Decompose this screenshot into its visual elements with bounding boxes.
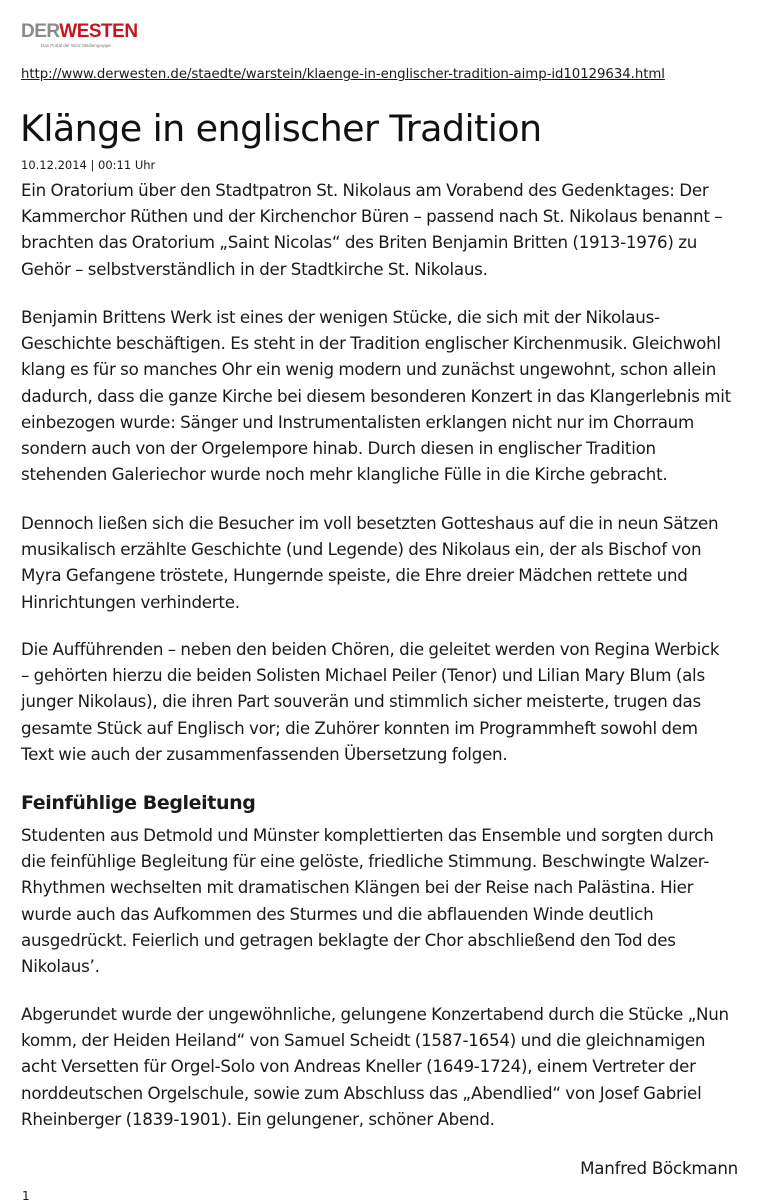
paragraph-line: Benjamin Brittens Werk ist eines der wenigen Stücke, die sich mit der Nikolaus- <box>21 307 660 327</box>
paragraph-line: musikalisch erzählte Geschichte (und Legende) des Nikolaus ein, der als Bischof von <box>21 539 702 560</box>
paragraph-line: klang es für so manches Ohr ein wenig modern und zunächst ungewohnt, schon allein <box>21 359 717 380</box>
article-subheading: Feinfühlige Begleitung <box>21 792 256 814</box>
paragraph-line: Text wie auch der zusammenfassenden Übersetzung folgen. <box>21 743 508 764</box>
paragraph-line: Rhythmen wechselten mit dramatischen Klängen bei der Reise nach Palästina. Hier <box>21 877 694 898</box>
page-number: 1 <box>22 1189 30 1203</box>
paragraph-2 <box>21 304 766 487</box>
paragraph-line: norddeutschen Orgelschule, sowie zum Abschluss das „Abendlied“ von Josef Gabriel <box>21 1082 702 1103</box>
paragraph-line: die feinfühlige Begleitung für eine gelöste, friedliche Stimmung. Beschwingte Walzer- <box>21 851 710 872</box>
paragraph-line: Rheinberger (1839-1901). Ein gelungener, schöner Abend. <box>21 1108 495 1129</box>
paragraph-3 <box>21 510 766 615</box>
article-author: Manfred Böckmann <box>580 1158 738 1178</box>
logo-main: WESTEN <box>59 21 138 42</box>
paragraph-line: – gehörten hierzu die beiden Solisten Michael Peiler (Tenor) und Lilian Mary Blum (als <box>21 665 705 686</box>
paragraph-line: Geschichte beschäftigen. Es steht in der Tradition englischer Kirchenmusik. Gleichwohl <box>21 333 721 354</box>
paragraph-line: Die Aufführenden – neben den beiden Chören, die geleitet werden von Regina Werbick <box>21 639 720 659</box>
logo-tagline: Das Portal der WAZ Mediengruppe <box>41 43 111 48</box>
paragraph-line: Hinrichtungen verhinderte. <box>21 591 240 612</box>
article-dateline: 10.12.2014 | 00:11 Uhr <box>21 158 156 172</box>
paragraph-line: Gehör – selbstverständlich in der Stadtkirche St. Nikolaus. <box>21 258 488 279</box>
paragraph-1 <box>21 177 766 282</box>
paragraph-line: wurde auch das Aufkommen des Sturmes und die abflauenden Winde deutlich <box>21 903 654 924</box>
paragraph-line: junger Nikolaus), die ihren Part souverän und stimmlich sicher meisterte, trugen das <box>21 691 701 712</box>
paragraph-line: Dennoch ließen sich die Besucher im voll besetzten Gotteshaus auf die in neun Sätzen <box>21 513 719 533</box>
derwesten-logo[interactable] <box>21 21 138 48</box>
paragraph-line: ausgedrückt. Feierlich und getragen beklagte der Chor abschließend den Tod des <box>21 929 676 950</box>
paragraph-line: Ein Oratorium über den Stadtpatron St. Nikolaus am Vorabend des Gedenktages: Der <box>21 180 709 200</box>
paragraph-line: Nikolaus’. <box>21 956 100 977</box>
logo-prefix: DER <box>21 21 60 42</box>
paragraph-line: Myra Gefangene tröstete, Hungernde speiste, die Ehre dreier Mädchen rettete und <box>21 565 688 586</box>
article-headline: Klänge in englischer Tradition <box>20 107 542 150</box>
paragraph-line: brachten das Oratorium „Saint Nicolas“ des Briten Benjamin Britten (1913-1976) zu <box>21 232 698 253</box>
paragraph-line: einbezogen wurde: Sänger und Instrumentalisten erklangen nicht nur im Chorraum <box>21 411 695 432</box>
paragraph-4 <box>21 636 766 767</box>
paragraph-line: Studenten aus Detmold und Münster komplettierten das Ensemble und sorgten durch <box>21 825 714 845</box>
paragraph-line: gesamte Stück auf Englisch vor; die Zuhörer konnten im Programmheft sowohl dem <box>21 717 698 738</box>
paragraph-line: dadurch, dass die ganze Kirche bei diesem besonderen Konzert in das Klangerlebnis mit <box>21 385 731 406</box>
paragraph-line: komm, der Heiden Heiland“ von Samuel Scheidt (1587-1654) und die gleichnamigen <box>21 1030 706 1051</box>
paragraph-6 <box>21 1001 766 1132</box>
paragraph-line: stehenden Galeriechor wurde noch mehr klangliche Fülle in die Kirche gebracht. <box>21 464 668 485</box>
source-url-link[interactable]: http://www.derwesten.de/staedte/warstein/klaenge-in-englischer-tradition-aimp-id10129634.html <box>21 67 665 82</box>
logo-wordmark <box>21 21 138 42</box>
paragraph-line: sondern auch von der Orgelempore hinab. Durch diesen in englischer Tradition <box>21 438 656 459</box>
paragraph-line: Kammerchor Rüthen und der Kirchenchor Büren – passend nach St. Nikolaus benannt – <box>21 206 723 227</box>
paragraph-5 <box>21 822 766 979</box>
paragraph-line: acht Versetten für Orgel-Solo von Andreas Kneller (1649-1724), einem Vertreter der <box>21 1056 696 1077</box>
paragraph-line: Abgerundet wurde der ungewöhnliche, gelungene Konzertabend durch die Stücke „Nun <box>21 1004 729 1024</box>
